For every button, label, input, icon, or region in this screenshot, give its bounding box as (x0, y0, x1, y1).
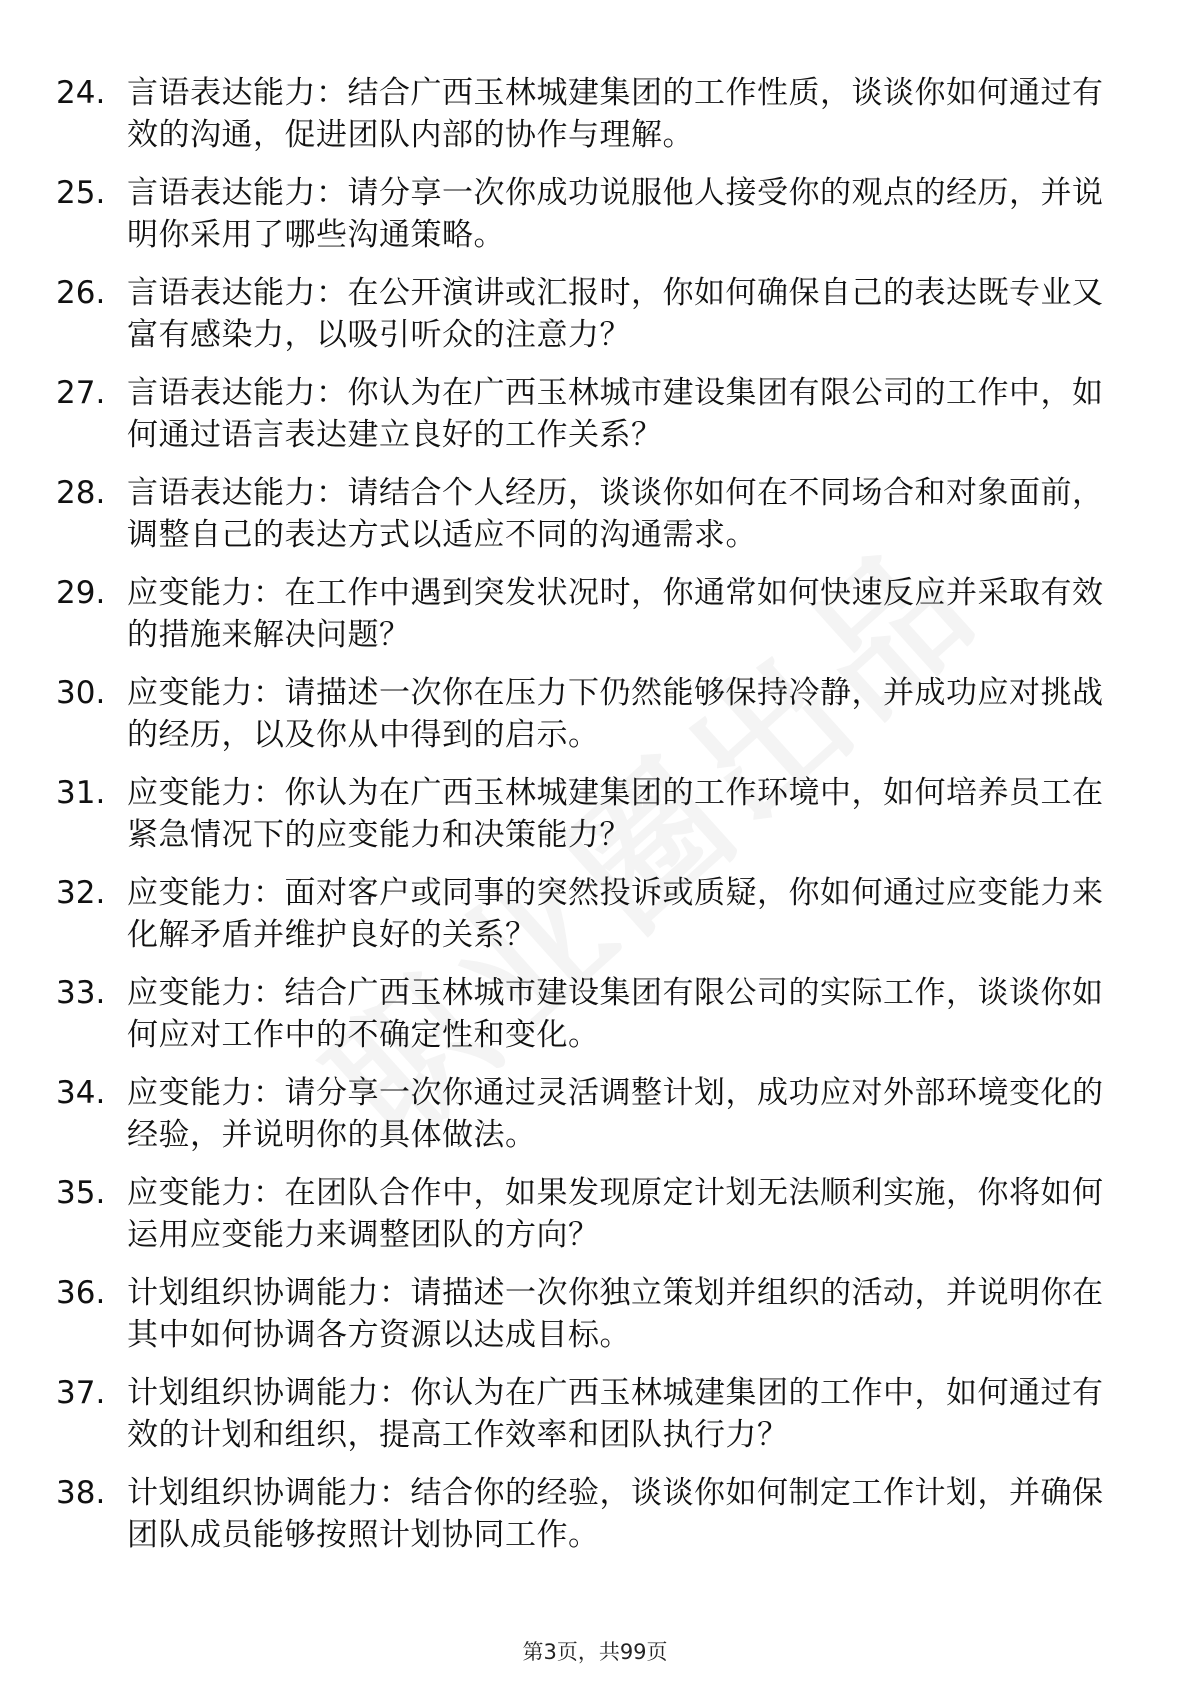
question-number: 28. (56, 475, 106, 511)
list-item (0, 572, 1190, 672)
question-list (0, 72, 1190, 1572)
list-item (0, 972, 1190, 1072)
list-item (0, 72, 1190, 172)
list-item (0, 172, 1190, 272)
question-text: 言语表达能力：结合广西玉林城建集团的工作性质，谈谈你如何通过有效的沟通，促进团队内部的协作与理解。 (127, 75, 1104, 153)
list-item (0, 1372, 1190, 1472)
question-text: 言语表达能力：你认为在广西玉林城市建设集团有限公司的工作中，如何通过语言表达建立良好的工作关系？ (127, 375, 1104, 453)
question-text: 应变能力：在团队合作中，如果发现原定计划无法顺利实施，你将如何运用应变能力来调整团队的方向？ (127, 1175, 1104, 1253)
list-item (0, 1072, 1190, 1172)
question-number: 34. (56, 1075, 106, 1111)
question-number: 27. (56, 375, 106, 411)
question-text: 应变能力：在工作中遇到突发状况时，你通常如何快速反应并采取有效的措施来解决问题？ (127, 575, 1104, 653)
question-number: 31. (56, 775, 106, 811)
list-item (0, 1472, 1190, 1572)
question-number: 36. (56, 1275, 106, 1311)
question-number: 26. (56, 275, 106, 311)
list-item (0, 372, 1190, 472)
page-number: 第3页，共99页 (522, 1640, 668, 1664)
question-number: 32. (56, 875, 106, 911)
question-text: 应变能力：请描述一次你在压力下仍然能够保持冷静，并成功应对挑战的经历，以及你从中得到的启示。 (127, 675, 1104, 753)
question-number: 37. (56, 1375, 106, 1411)
question-text: 应变能力：结合广西玉林城市建设集团有限公司的实际工作，谈谈你如何应对工作中的不确定性和变化。 (127, 975, 1104, 1053)
question-number: 24. (56, 75, 106, 111)
question-number: 30. (56, 675, 106, 711)
question-text: 计划组织协调能力：结合你的经验，谈谈你如何制定工作计划，并确保团队成员能够按照计划协同工作。 (127, 1475, 1104, 1553)
question-text: 应变能力：你认为在广西玉林城建集团的工作环境中，如何培养员工在紧急情况下的应变能力和决策能力？ (127, 775, 1104, 853)
question-number: 35. (56, 1175, 106, 1211)
question-text: 言语表达能力：请分享一次你成功说服他人接受你的观点的经历，并说明你采用了哪些沟通策略。 (127, 175, 1104, 253)
question-number: 33. (56, 975, 106, 1011)
question-text: 应变能力：请分享一次你通过灵活调整计划，成功应对外部环境变化的经验，并说明你的具体做法。 (127, 1075, 1104, 1153)
question-text: 言语表达能力：请结合个人经历，谈谈你如何在不同场合和对象面前，调整自己的表达方式以适应不同的沟通需求。 (127, 475, 1104, 553)
list-item (0, 1172, 1190, 1272)
question-text: 言语表达能力：在公开演讲或汇报时，你如何确保自己的表达既专业又富有感染力，以吸引听众的注意力？ (127, 275, 1104, 353)
list-item (0, 472, 1190, 572)
list-item (0, 272, 1190, 372)
question-text: 计划组织协调能力：你认为在广西玉林城建集团的工作中，如何通过有效的计划和组织，提高工作效率和团队执行力？ (127, 1375, 1104, 1453)
list-item (0, 1272, 1190, 1372)
list-item (0, 672, 1190, 772)
question-number: 38. (56, 1475, 106, 1511)
list-item (0, 872, 1190, 972)
list-item (0, 772, 1190, 872)
question-text: 应变能力：面对客户或同事的突然投诉或质疑，你如何通过应变能力来化解矛盾并维护良好的关系？ (127, 875, 1104, 953)
question-number: 25. (56, 175, 106, 211)
question-number: 29. (56, 575, 106, 611)
question-text: 计划组织协调能力：请描述一次你独立策划并组织的活动，并说明你在其中如何协调各方资源以达成目标。 (127, 1275, 1104, 1353)
